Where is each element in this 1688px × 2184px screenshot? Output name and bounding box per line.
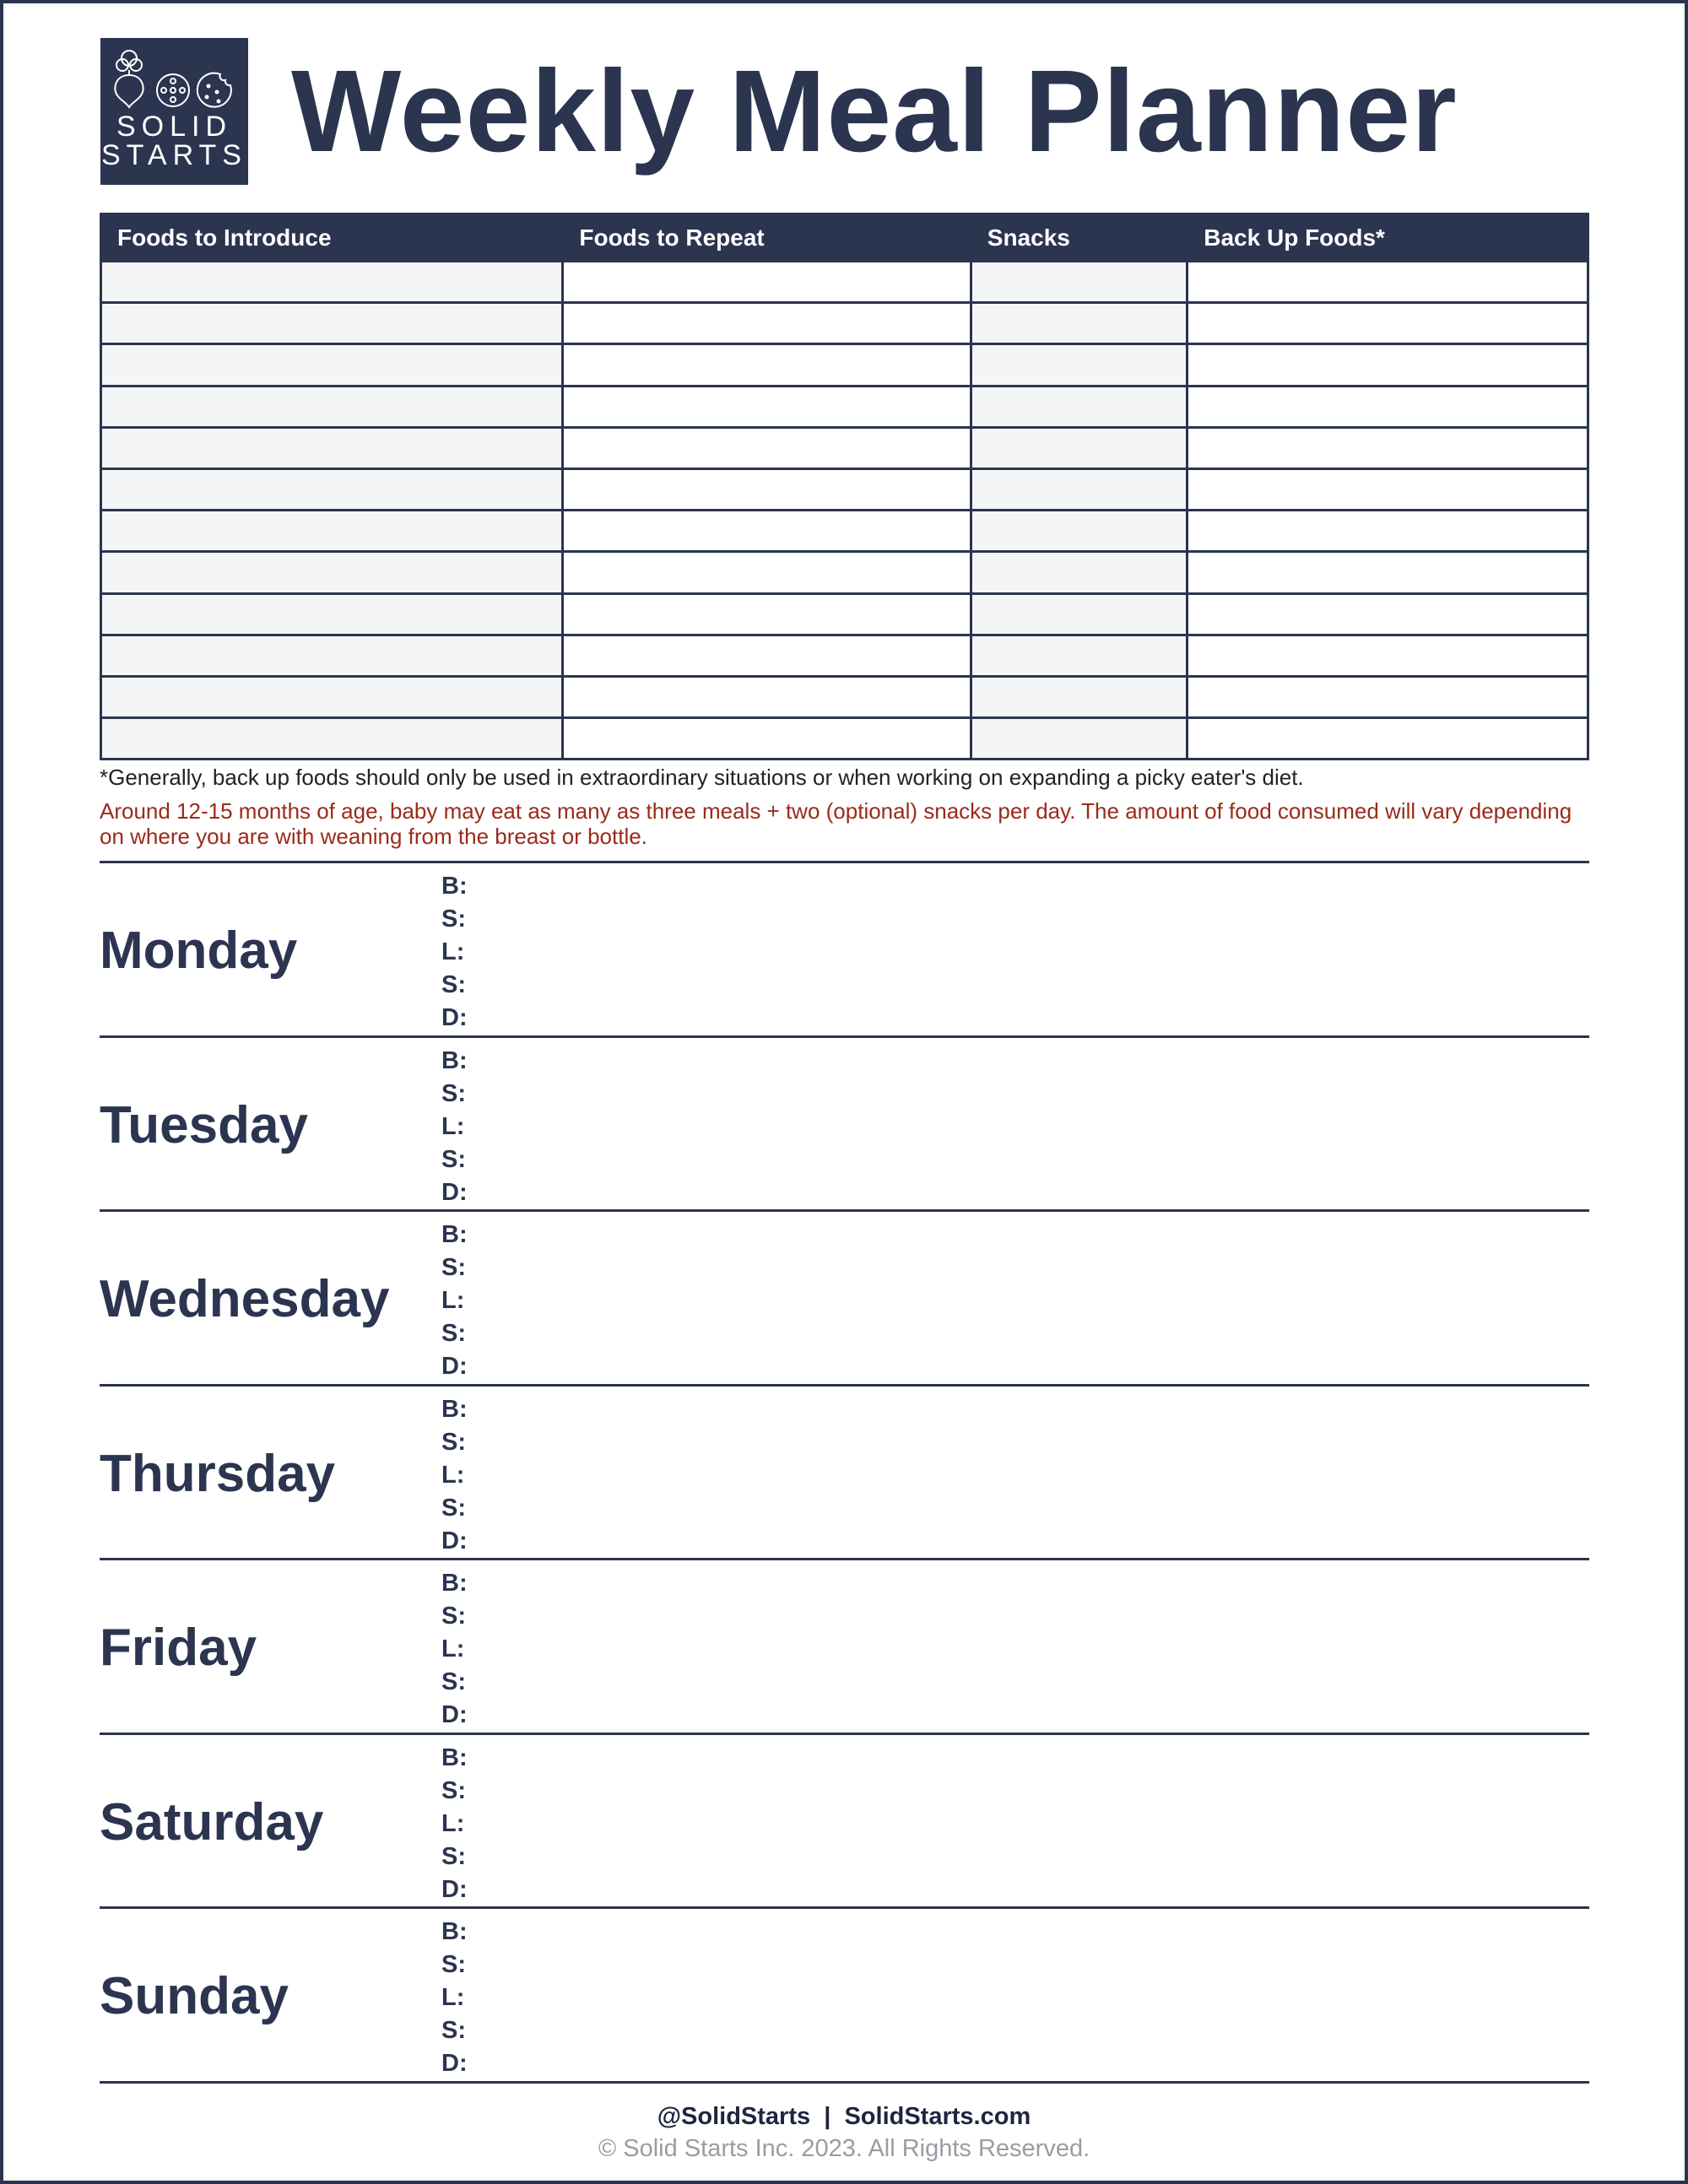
- day-section-saturday: [100, 1733, 1589, 1906]
- meal-label[interactable]: S:: [441, 1776, 466, 1804]
- meal-label[interactable]: B:: [441, 1570, 468, 1597]
- meal-list: [441, 1393, 468, 1558]
- table-row: [101, 593, 1588, 635]
- meal-label[interactable]: L:: [441, 1287, 465, 1314]
- column-header: Foods to Introduce: [101, 214, 563, 262]
- table-cell[interactable]: [971, 262, 1187, 303]
- divider: [100, 2081, 1589, 2084]
- table-cell[interactable]: [563, 511, 971, 552]
- table-cell[interactable]: [971, 676, 1187, 717]
- table-cell[interactable]: [971, 344, 1187, 386]
- day-name: Monday: [100, 922, 298, 980]
- table-row: [101, 511, 1588, 552]
- table-row: [101, 344, 1588, 386]
- footer-links: @SolidStarts | SolidStarts.com: [657, 2103, 1031, 2130]
- day-name: Friday: [100, 1619, 257, 1677]
- meal-label[interactable]: L:: [441, 938, 465, 965]
- meal-list: [441, 1567, 468, 1732]
- table-cell[interactable]: [971, 552, 1187, 593]
- day-section-friday: [100, 1558, 1589, 1732]
- table-row: [101, 468, 1588, 510]
- table-cell[interactable]: [563, 635, 971, 676]
- table-cell[interactable]: [1188, 676, 1588, 717]
- footer-copyright: © Solid Starts Inc. 2023. All Rights Reserved.: [598, 2135, 1090, 2162]
- table-row: [101, 718, 1588, 760]
- meal-label[interactable]: D:: [441, 1353, 468, 1380]
- day-name: Tuesday: [100, 1095, 308, 1154]
- day-name: Wednesday: [100, 1270, 390, 1328]
- meal-label[interactable]: L:: [441, 1809, 465, 1837]
- age-info-note: Around 12-15 months of age, baby may eat as many as three meals + two (optional) snacks per day. The amount of food consumed will vary depending on where you are with weaning from the breast or bottle.: [100, 798, 1572, 849]
- meal-label[interactable]: S:: [441, 1494, 466, 1522]
- table-cell[interactable]: [1188, 718, 1588, 760]
- table-cell[interactable]: [101, 344, 563, 386]
- food-icons: [111, 48, 237, 111]
- meal-label[interactable]: L:: [441, 1984, 465, 2011]
- table-cell[interactable]: [971, 386, 1187, 427]
- table-cell[interactable]: [101, 676, 563, 717]
- table-cell[interactable]: [971, 511, 1187, 552]
- meal-label[interactable]: B:: [441, 1046, 468, 1074]
- meal-label[interactable]: S:: [441, 2017, 466, 2044]
- table-row: [101, 303, 1588, 344]
- meal-label[interactable]: L:: [441, 1112, 465, 1140]
- table-cell[interactable]: [971, 718, 1187, 760]
- meal-label[interactable]: S:: [441, 971, 466, 998]
- table-cell[interactable]: [563, 386, 971, 427]
- solid-starts-logo: [100, 38, 248, 185]
- meal-label[interactable]: B:: [441, 1743, 468, 1771]
- table-cell[interactable]: [1188, 303, 1588, 344]
- table-cell[interactable]: [1188, 552, 1588, 593]
- table-cell[interactable]: [971, 303, 1187, 344]
- meal-list: [441, 1219, 468, 1383]
- table-cell[interactable]: [1188, 427, 1588, 468]
- day-section-thursday: [100, 1384, 1589, 1558]
- table-cell[interactable]: [563, 262, 971, 303]
- table-cell[interactable]: [101, 635, 563, 676]
- meal-label[interactable]: S:: [441, 1668, 466, 1695]
- meal-label[interactable]: B:: [441, 1221, 468, 1248]
- meal-label[interactable]: L:: [441, 1635, 465, 1662]
- day-name: Sunday: [100, 1967, 289, 2025]
- page-title: Weekly Meal Planner: [291, 46, 1458, 176]
- table-cell[interactable]: [101, 386, 563, 427]
- table-cell[interactable]: [971, 468, 1187, 510]
- table-cell[interactable]: [563, 468, 971, 510]
- table-cell[interactable]: [563, 718, 971, 760]
- table-cell[interactable]: [1188, 635, 1588, 676]
- table-cell[interactable]: [1188, 262, 1588, 303]
- meal-label[interactable]: S:: [441, 1254, 466, 1281]
- meal-label[interactable]: S:: [441, 1842, 466, 1870]
- meal-label[interactable]: D:: [441, 1701, 468, 1728]
- meal-list: [441, 870, 468, 1035]
- table-cell[interactable]: [1188, 511, 1588, 552]
- table-cell[interactable]: [101, 718, 563, 760]
- column-header: Back Up Foods*: [1188, 214, 1588, 262]
- logo-text-solid: SOLID: [116, 111, 233, 143]
- table-cell[interactable]: [101, 552, 563, 593]
- food-planning-table: [100, 213, 1589, 760]
- meal-label[interactable]: L:: [441, 1461, 465, 1489]
- table-row: [101, 552, 1588, 593]
- meal-label[interactable]: B:: [441, 873, 468, 900]
- day-section-sunday: [100, 1906, 1589, 2080]
- meal-label[interactable]: S:: [441, 1145, 466, 1173]
- meal-label[interactable]: S:: [441, 1603, 466, 1630]
- meal-label[interactable]: B:: [441, 1918, 468, 1945]
- table-cell[interactable]: [563, 552, 971, 593]
- meal-list: [441, 1045, 468, 1209]
- meal-list: [441, 1742, 468, 1906]
- table-cell[interactable]: [971, 593, 1187, 635]
- table-cell[interactable]: [563, 427, 971, 468]
- logo-text-starts: STARTS: [101, 139, 247, 171]
- table-cell[interactable]: [101, 511, 563, 552]
- table-cell[interactable]: [563, 344, 971, 386]
- table-cell[interactable]: [971, 427, 1187, 468]
- table-row: [101, 676, 1588, 717]
- meal-label[interactable]: D:: [441, 2050, 468, 2077]
- meal-label[interactable]: D:: [441, 1875, 468, 1903]
- table-cell[interactable]: [101, 468, 563, 510]
- day-name: Thursday: [100, 1444, 336, 1503]
- table-row: [101, 635, 1588, 676]
- table-cell[interactable]: [971, 635, 1187, 676]
- meal-label[interactable]: S:: [441, 905, 466, 933]
- meal-label[interactable]: D:: [441, 1527, 468, 1554]
- table-row: [101, 427, 1588, 468]
- table-cell[interactable]: [101, 593, 563, 635]
- meal-label[interactable]: D:: [441, 1004, 468, 1031]
- meal-label[interactable]: S:: [441, 1320, 466, 1347]
- column-header: Snacks: [971, 214, 1187, 262]
- table-cell[interactable]: [1188, 593, 1588, 635]
- table-cell[interactable]: [563, 303, 971, 344]
- day-section-monday: [100, 861, 1589, 1035]
- table-cell[interactable]: [101, 262, 563, 303]
- day-name: Saturday: [100, 1792, 324, 1852]
- day-section-wednesday: [100, 1209, 1589, 1383]
- table-cell[interactable]: [1188, 344, 1588, 386]
- table-cell[interactable]: [563, 593, 971, 635]
- table-cell[interactable]: [101, 303, 563, 344]
- meal-label[interactable]: D:: [441, 1178, 468, 1206]
- meal-label[interactable]: S:: [441, 1428, 466, 1456]
- table-cell[interactable]: [1188, 386, 1588, 427]
- table-cell[interactable]: [563, 676, 971, 717]
- backup-foods-footnote: *Generally, back up foods should only be used in extraordinary situations or when working on expanding a picky eater's diet.: [100, 765, 1304, 790]
- meal-label[interactable]: S:: [441, 1079, 466, 1107]
- table-row: [101, 262, 1588, 303]
- table-cell[interactable]: [1188, 468, 1588, 510]
- column-header: Foods to Repeat: [563, 214, 971, 262]
- meal-label[interactable]: B:: [441, 1395, 468, 1423]
- table-row: [101, 386, 1588, 427]
- table-cell[interactable]: [101, 427, 563, 468]
- day-section-tuesday: [100, 1035, 1589, 1209]
- meal-list: [441, 1916, 468, 2080]
- meal-label[interactable]: S:: [441, 1951, 466, 1978]
